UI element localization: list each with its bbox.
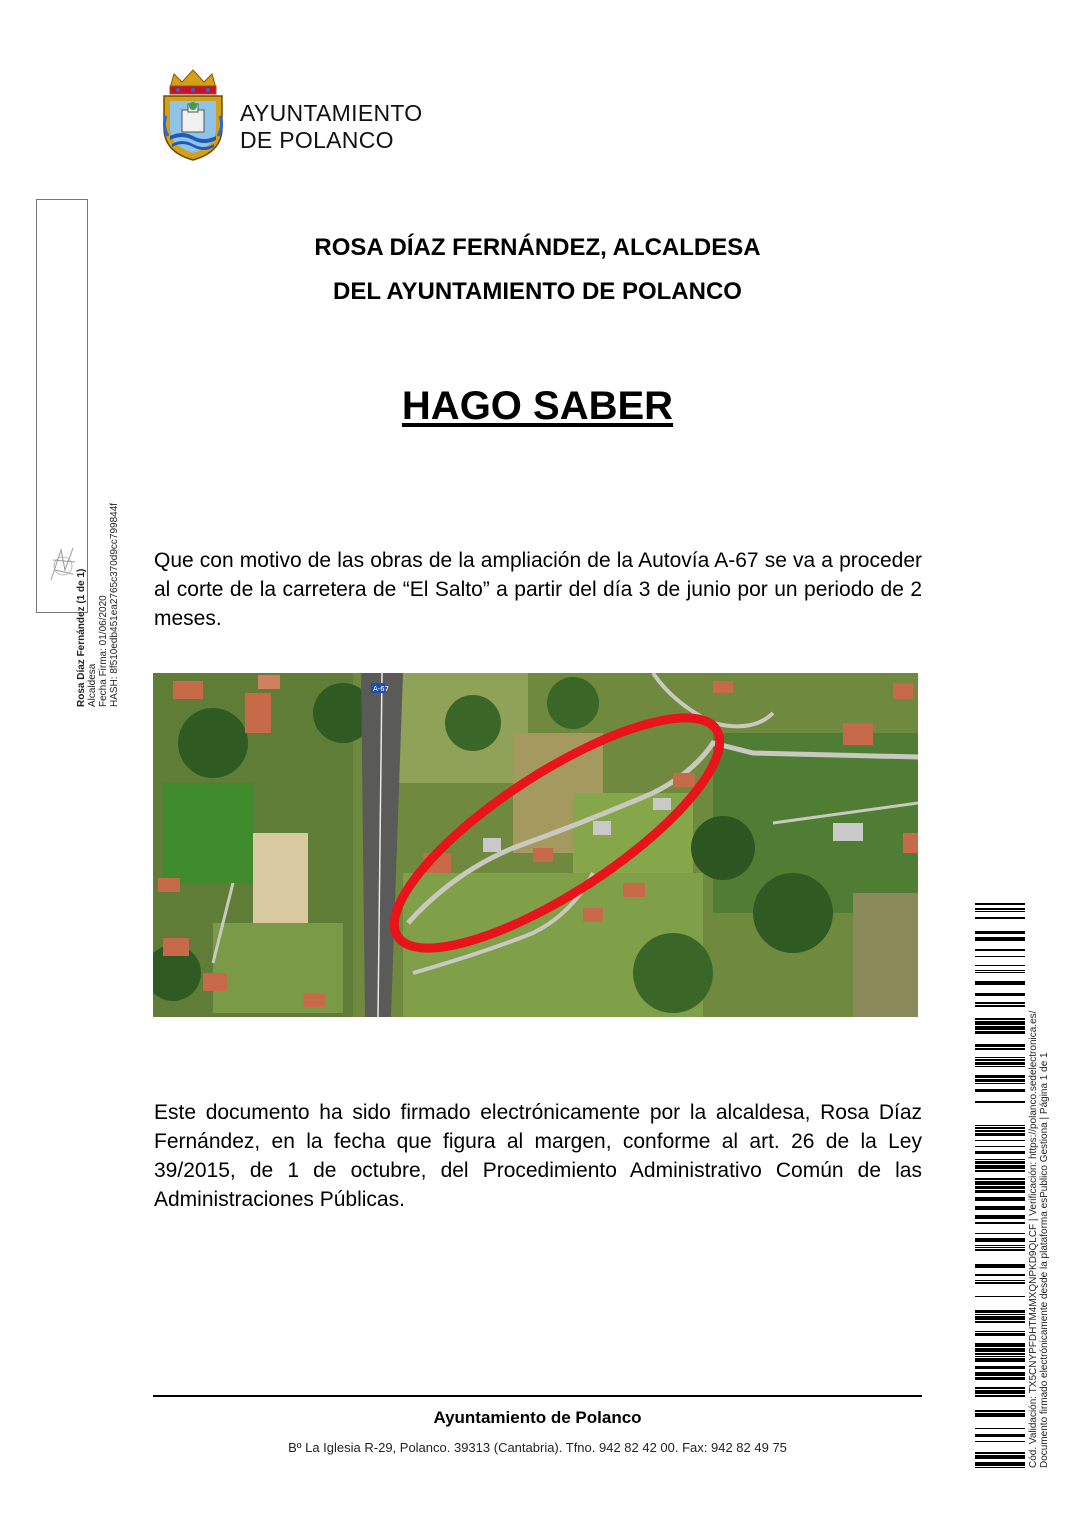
signature-statement-paragraph: Este documento ha sido firmado electrónicamente por la alcaldesa, Rosa Díaz Fernández, en la fecha que figura al margen, conforme al art. 26 de la Ley 39/2015, de 1 de octubre, del Procedimiento Administrativo Común de las Administraciones Públicas. [154,1101,922,1211]
signature-hash: HASH: 8f510edb451ea2765c370d9cc799844f [109,502,120,707]
validation-barcode [975,903,1025,1468]
document-title [0,226,1075,314]
validation-line-1: Cód. Validación: TX5CNYPFDHTM4MXQNPKD9QLCF | Verificación: https://polanco.sedelectronica.es/ [1028,1010,1039,1468]
org-line-2: DE POLANCO [240,127,394,153]
main-heading: HAGO SABER [401,384,674,428]
validation-line-2: Documento firmado electrónicamente desde la plataforma esPublico Gestiona | Página 1 de 1 [1039,1052,1050,1468]
aerial-map-image [153,673,918,1017]
coat-of-arms-logo [158,66,228,162]
org-line-1: AYUNTAMIENTO [240,100,423,126]
signature-date: Fecha Firma: 01/06/2020 [98,595,109,707]
footer-divider [153,1395,922,1397]
signature-role: Alcaldesa [87,663,98,707]
title-line-2: DEL AYUNTAMIENTO DE POLANCO [333,278,742,305]
footer-organization: Ayuntamiento de Polanco [433,1408,642,1427]
highway-label: A-67 [373,685,390,693]
announcement-paragraph: Que con motivo de las obras de la ampliación de la Autovía A-67 se va a proceder al corte de la carretera de “El Salto” a partir del día 3 de junio por un periodo de 2 meses. [154,549,922,630]
footer-address: Bº La Iglesia R-29, Polanco. 39313 (Cantabria). Tfno. 942 82 42 00. Fax: 942 82 49 75 [288,1440,787,1455]
organization-name [240,100,423,154]
signature-name: Rosa Díaz Fernández (1 de 1) [76,568,87,707]
title-line-1: ROSA DÍAZ FERNÁNDEZ, ALCALDESA [314,234,761,261]
signature-stamp-icon [45,540,81,590]
